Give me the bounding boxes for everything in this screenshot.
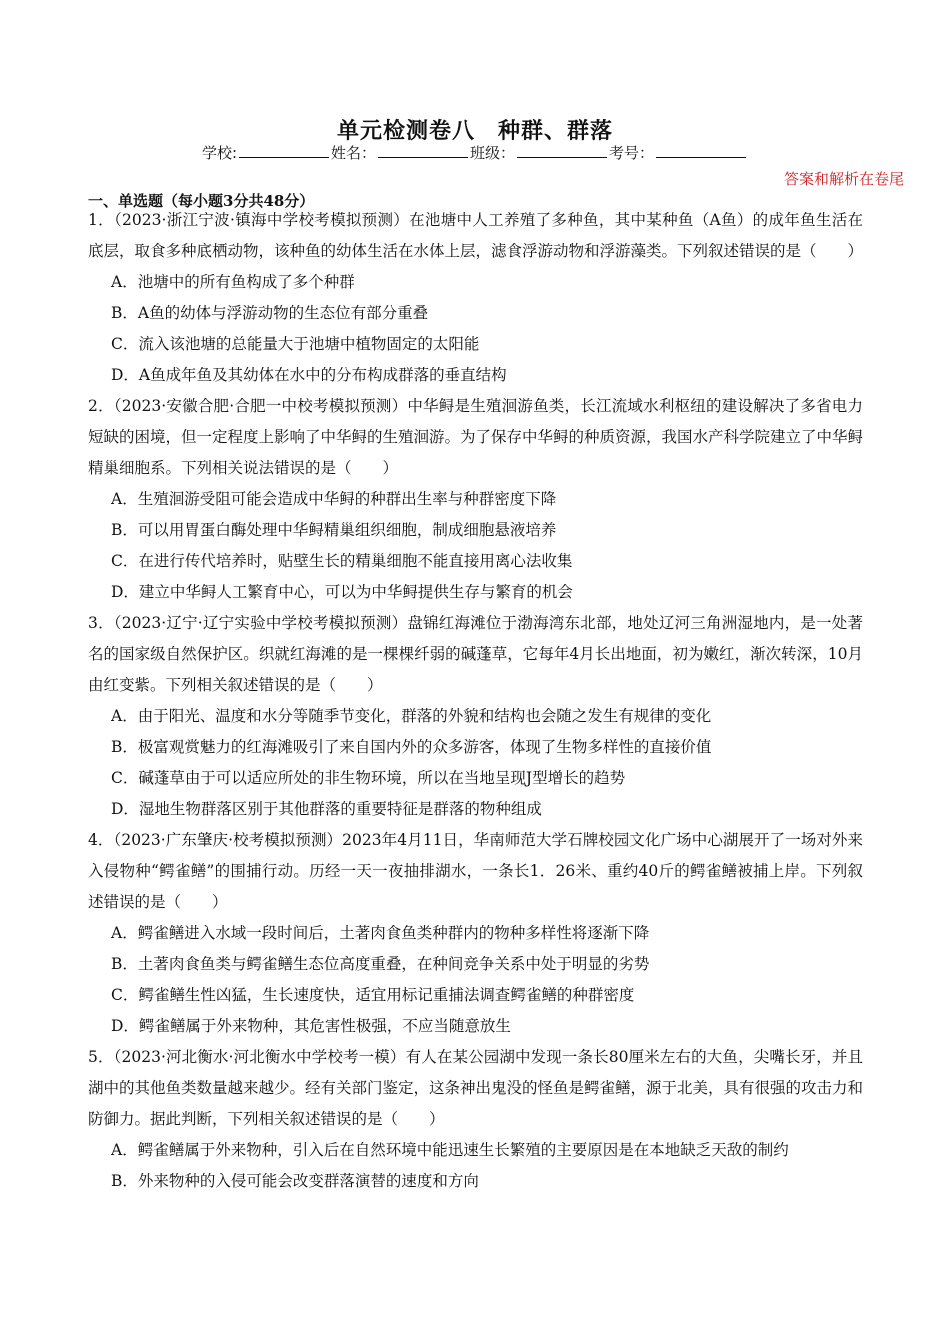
option-b: B．外来物种的入侵可能会改变群落演替的速度和方向 (111, 1172, 479, 1190)
school-label: 学校: (201, 144, 237, 162)
question-stem: 2．（2023·安徽合肥·合肥一中校考模拟预测）中华鲟是生殖洄游鱼类，长江流域水利枢纽的建设解决了多省电力短缺的困境，但一定程度上影响了中华鲟的生殖洄游。为了保存中华鲟的种质资源，我国水产科学院建立了中华鲟精巢细胞系。下列相关说法错误的是（ ） (88, 397, 864, 477)
question-stem: 3．（2023·辽宁·辽宁实验中学校考模拟预测）盘锦红海滩位于渤海湾东北部，地处辽河三角洲湿地内，是一处著名的国家级自然保护区。织就红海滩的是一棵棵纤弱的碱蓬草，它每年4月长出地面，初为嫩红，渐次转深，10月由红变紫。下列相关叙述错误的是（ ） (88, 614, 863, 694)
option-c: C．流入该池塘的总能量大于池塘中植物固定的太阳能 (111, 335, 480, 353)
student-info-line (0, 142, 950, 163)
option-a: A．鳄雀鳝进入水域一段时间后，土著肉食鱼类种群内的物种多样性将逐渐下降 (111, 924, 650, 942)
question-2 (88, 391, 863, 608)
option-a: A．生殖洄游受阻可能会造成中华鲟的种群出生率与种群密度下降 (111, 490, 557, 508)
option-d: D．建立中华鲟人工繁育中心，可以为中华鲟提供生存与繁育的机会 (111, 583, 573, 601)
option-b: B．可以用胃蛋白酶处理中华鲟精巢组织细胞，制成细胞悬液培养 (111, 521, 557, 539)
question-1 (88, 205, 863, 391)
option-a: A．由于阳光、温度和水分等随季节变化，群落的外貌和结构也会随之发生有规律的变化 (111, 707, 712, 725)
option-a: A．池塘中的所有鱼构成了多个种群 (111, 273, 355, 291)
option-c: C．碱蓬草由于可以适应所处的非生物环境，所以在当地呈现J型增长的趋势 (111, 769, 626, 787)
question-stem: 5．（2023·河北衡水·河北衡水中学校考一模）有人在某公园湖中发现一条长80厘米左右的大鱼，尖嘴长牙，并且湖中的其他鱼类数量越来越少。经有关部门鉴定，这条神出鬼没的怪鱼是鳄雀鳝，源于北美，具有很强的攻击力和防御力。据此判断，下列相关叙述错误的是（ ） (88, 1048, 864, 1128)
question-3 (88, 608, 863, 825)
option-d: D．A鱼成年鱼及其幼体在水中的分布构成群落的垂直结构 (111, 366, 507, 384)
exam-no-label: 考号： (609, 144, 655, 162)
class-blank (517, 143, 607, 158)
option-a: A．鳄雀鳝属于外来物种，引入后在自然环境中能迅速生长繁殖的主要原因是在本地缺乏天敌的制约 (111, 1141, 789, 1159)
page-title: 单元检测卷八 种群、群落 (336, 118, 613, 144)
option-b: B．A鱼的幼体与浮游动物的生态位有部分重叠 (111, 304, 429, 322)
school-blank (239, 143, 329, 158)
name-label: 姓名： (331, 144, 377, 162)
option-b: B．土著肉食鱼类与鳄雀鳝生态位高度重叠，在种间竞争关系中处于明显的劣势 (111, 955, 650, 973)
question-list (88, 205, 863, 1197)
question-stem: 1．（2023·浙江宁波·镇海中学校考模拟预测）在池塘中人工养殖了多种鱼，其中某种鱼（A鱼）的成年鱼生活在底层，取食多种底栖动物，该种鱼的幼体生活在水体上层，滤食浮游动物和浮游藻类。下列叙述错误的是（ ） (88, 211, 864, 260)
question-stem: 4．（2023·广东肇庆·校考模拟预测）2023年4月11日，华南师范大学石牌校园文化广场中心湖展开了一场对外来入侵物种“鳄雀鳝”的围捕行动。历经一天一夜抽排湖水，一条长1．26米、重约40斤的鳄雀鳝被捕上岸。下列叙述错误的是（ ） (88, 831, 863, 911)
class-label: 班级： (470, 144, 516, 162)
answer-location-note: 答案和解析在卷尾 (783, 170, 904, 188)
option-b: B．极富观赏魅力的红海滩吸引了来自国内外的众多游客，体现了生物多样性的直接价值 (111, 738, 712, 756)
option-d: D．鳄雀鳝属于外来物种，其危害性极强，不应当随意放生 (111, 1017, 511, 1035)
option-c: C．鳄雀鳝生性凶猛，生长速度快，适宜用标记重捕法调查鳄雀鳝的种群密度 (111, 986, 635, 1004)
exam-no-blank (656, 143, 746, 158)
option-c: C．在进行传代培养时，贴壁生长的精巢细胞不能直接用离心法收集 (111, 552, 573, 570)
name-blank (378, 143, 468, 158)
question-5 (88, 1042, 863, 1197)
question-4 (88, 825, 863, 1042)
section-heading: 一、单选题（每小题3分共48分） (88, 192, 315, 210)
option-d: D．湿地生物群落区别于其他群落的重要特征是群落的物种组成 (111, 800, 542, 818)
